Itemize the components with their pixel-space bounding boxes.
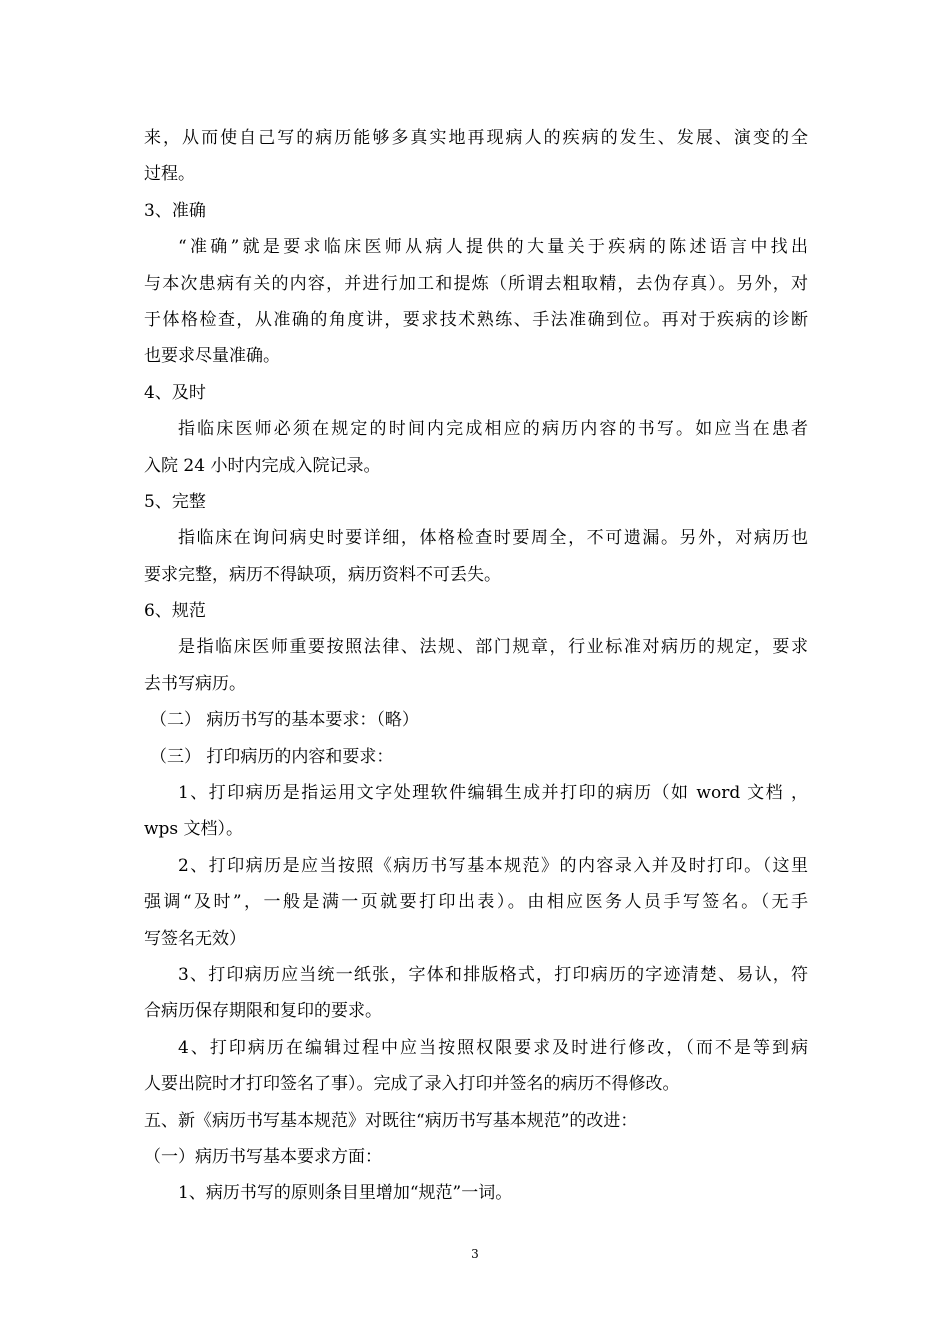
paragraph-line: “准确”就是要求临床医师从病人提供的大量关于疾病的陈述语言中找出 bbox=[178, 237, 808, 258]
section-heading: 5、完整 bbox=[144, 491, 206, 512]
subsection-heading: （三） 打印病历的内容和要求： bbox=[150, 746, 394, 767]
subsection-heading: （一）病历书写基本要求方面： bbox=[144, 1146, 382, 1167]
paragraph-line: 于体格检查，从准确的角度讲，要求技术熟练、手法准确到位。再对于疾病的诊断 bbox=[144, 309, 808, 330]
list-item-line: 3、打印病历应当统一纸张，字体和排版格式，打印病历的字迹清楚、易认，符 bbox=[178, 964, 808, 985]
list-item-line: 4、打印病历在编辑过程中应当按照权限要求及时进行修改，（而不是等到病 bbox=[178, 1037, 808, 1058]
list-item-line: 人要出院时才打印签名了事）。完成了录入打印并签名的病历不得修改。 bbox=[144, 1074, 680, 1095]
paragraph-line: 也要求尽量准确。 bbox=[144, 346, 280, 367]
list-item-line: wps 文档）。 bbox=[144, 819, 244, 840]
subsection-heading: （二） 病历书写的基本要求：（略） bbox=[150, 710, 419, 731]
paragraph-line: 要求完整，病历不得缺项，病历资料不可丢失。 bbox=[144, 564, 501, 585]
paragraph-line: 指临床医师必须在规定的时间内完成相应的病历内容的书写。如应当在患者 bbox=[178, 419, 808, 440]
section-heading: 4、及时 bbox=[144, 382, 206, 403]
paragraph-line: 是指临床医师重要按照法律、法规、部门规章，行业标准对病历的规定，要求 bbox=[178, 637, 808, 658]
list-item-line: 强调“及时”，一般是满一页就要打印出表）。由相应医务人员手写签名。（无手 bbox=[144, 892, 808, 913]
paragraph-line: 与本次患病有关的内容，并进行加工和提炼（所谓去粗取精，去伪存真）。另外，对 bbox=[144, 273, 808, 294]
list-item-line: 1、病历书写的原则条目里增加“规范”一词。 bbox=[178, 1183, 513, 1204]
list-item-line: 合病历保存期限和复印的要求。 bbox=[144, 1001, 382, 1022]
page-number: 3 bbox=[471, 1247, 479, 1261]
document-body bbox=[144, 120, 808, 1212]
list-item-line: 2、打印病历是应当按照《病历书写基本规范》的内容录入并及时打印。（这里 bbox=[178, 855, 808, 876]
section-heading: 五、新《病历书写基本规范》对既往“病历书写基本规范”的改进： bbox=[144, 1110, 638, 1131]
paragraph-line: 来，从而使自己写的病历能够多真实地再现病人的疾病的发生、发展、演变的全 bbox=[144, 128, 808, 148]
list-item-line: 写签名无效） bbox=[144, 928, 246, 949]
paragraph-line: 入院 24 小时内完成入院记录。 bbox=[144, 455, 381, 476]
paragraph-line: 指临床在询问病史时要详细，体格检查时要周全，不可遗漏。另外，对病历也 bbox=[178, 528, 808, 549]
section-heading: 6、规范 bbox=[144, 601, 206, 622]
list-item-line: 1、打印病历是指运用文字处理软件编辑生成并打印的病历（如 word 文档 ， bbox=[178, 783, 808, 804]
paragraph-line: 过程。 bbox=[144, 164, 195, 185]
section-heading: 3、准确 bbox=[144, 200, 206, 221]
paragraph-line: 去书写病历。 bbox=[144, 673, 246, 694]
